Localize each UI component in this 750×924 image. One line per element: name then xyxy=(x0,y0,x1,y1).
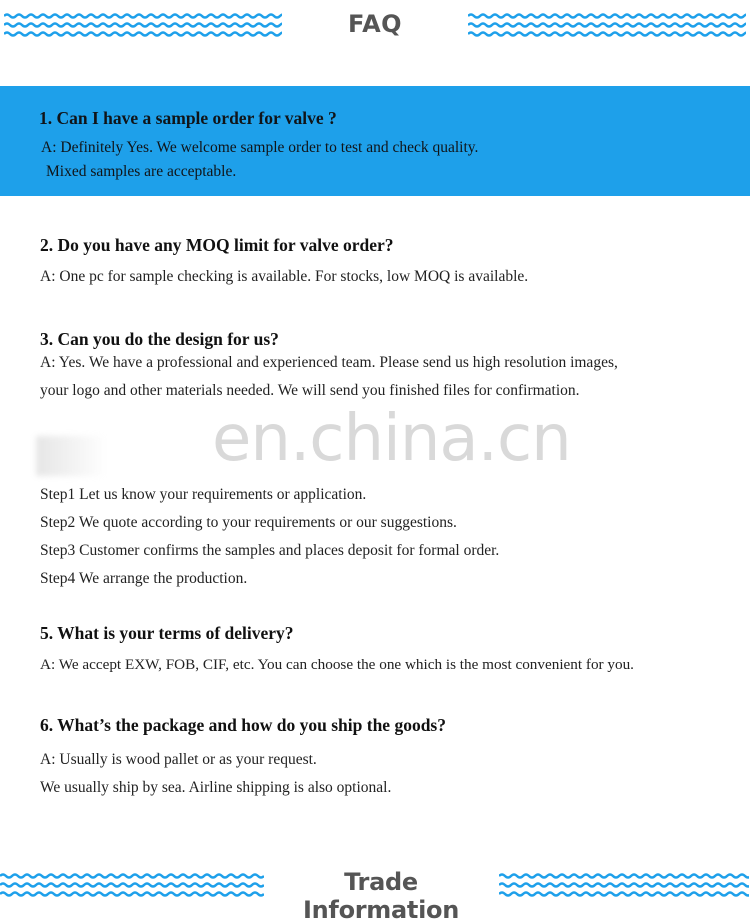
wave-lines xyxy=(0,872,264,902)
wave-line xyxy=(4,33,282,36)
wave-lines xyxy=(468,12,746,42)
step-3: Step3 Customer confirms the samples and places deposit for formal order. xyxy=(40,542,500,559)
watermark: en.china.cn xyxy=(212,402,571,476)
wave-line xyxy=(468,33,746,36)
question-6: 6. What’s the package and how do you ship the goods? xyxy=(40,715,446,735)
answer-6-line-1: A: Usually is wood pallet or as your request. xyxy=(40,751,317,768)
wave-line xyxy=(0,893,264,896)
wave-lines xyxy=(499,872,749,902)
wave-line xyxy=(4,24,282,27)
wave-line xyxy=(499,893,749,896)
question-2: 2. Do you have any MOQ limit for valve order? xyxy=(40,235,394,255)
answer-3-line-1: A: Yes. We have a professional and experienced team. Please send us high resolution images, xyxy=(40,354,618,371)
blurred-heading xyxy=(36,436,106,476)
wave-decoration-top-right xyxy=(468,12,746,42)
wave-line xyxy=(499,884,749,887)
wave-line xyxy=(499,875,749,878)
wave-line xyxy=(468,15,746,18)
wave-line xyxy=(4,15,282,18)
step-2: Step2 We quote according to your requirements or our suggestions. xyxy=(40,514,457,531)
answer-1-line-2: Mixed samples are acceptable. xyxy=(46,163,237,180)
step-4: Step4 We arrange the production. xyxy=(40,570,248,587)
answer-5-line-1: A: We accept EXW, FOB, CIF, etc. You can choose the one which is the most convenient for you. xyxy=(40,656,634,673)
wave-decoration-bottom-right xyxy=(499,872,749,902)
answer-3-line-2: your logo and other materials needed. We will send you finished files for confirmation. xyxy=(40,382,580,399)
answer-6-line-2: We usually ship by sea. Airline shipping is also optional. xyxy=(40,779,392,796)
faq-title: FAQ xyxy=(347,10,403,38)
wave-decoration-top-left xyxy=(4,12,282,42)
question-5: 5. What is your terms of delivery? xyxy=(40,623,294,643)
wave-lines xyxy=(4,12,282,42)
answer-2-line-1: A: One pc for sample checking is available. For stocks, low MOQ is available. xyxy=(40,268,529,285)
question-3: 3. Can you do the design for us? xyxy=(40,329,279,349)
question-1: 1. Can I have a sample order for valve ? xyxy=(39,108,337,128)
wave-line xyxy=(0,884,264,887)
wave-decoration-bottom-left xyxy=(0,872,264,902)
answer-1-line-1: A: Definitely Yes. We welcome sample order to test and check quality. xyxy=(41,139,479,156)
wave-line xyxy=(0,875,264,878)
trade-information-title: Trade Information xyxy=(303,868,459,924)
step-1: Step1 Let us know your requirements or application. xyxy=(40,486,367,503)
wave-line xyxy=(468,24,746,27)
